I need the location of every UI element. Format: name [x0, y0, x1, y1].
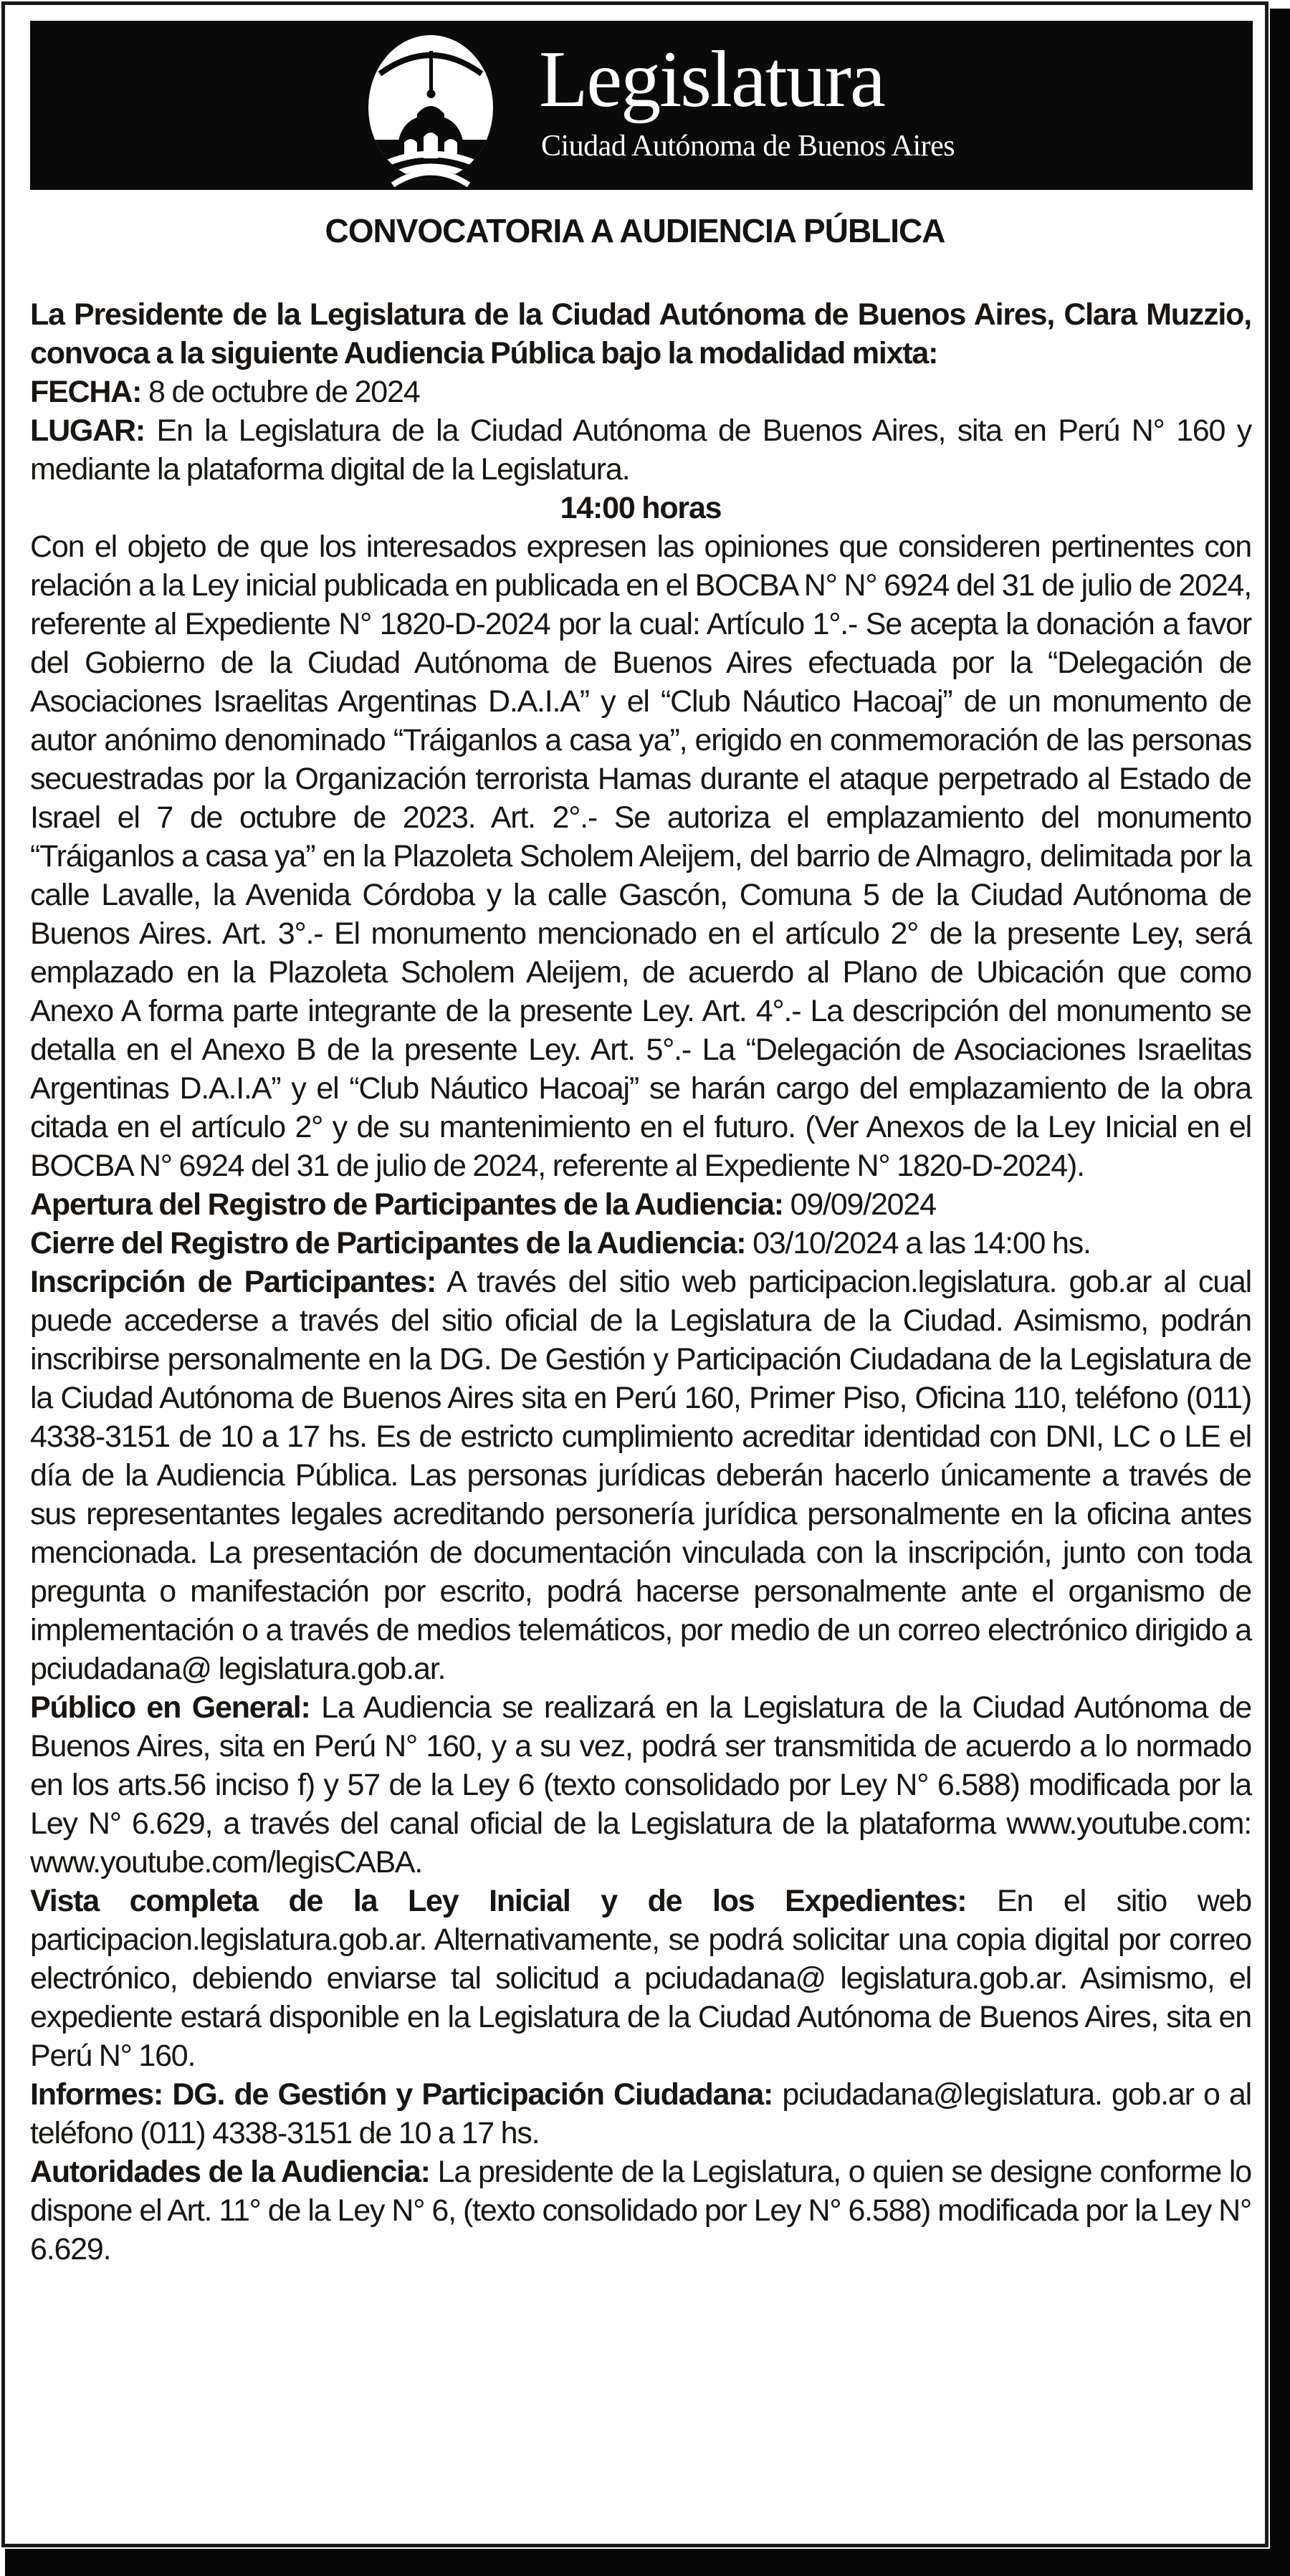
notice-paragraph: FECHA: 8 de octubre de 2024 — [30, 375, 420, 409]
brand-name: Legislatura — [539, 35, 884, 124]
notice-paragraph: La Presidente de la Legislatura de la Ciudad Autónoma de Buenos Aires, Clara Muzzio, convoca a la siguiente Audiencia Pública bajo la modalidad mixta: — [30, 297, 1251, 370]
legislatura-dome-obelisk-icon — [367, 32, 494, 187]
notice-paragraph: Público en General: La Audiencia se realizará en la Legislatura de la Ciudad Autónoma de Buenos Aires, sita en Perú N° 160, y a su vez, podrá ser transmitida de acuerdo a lo normado en los arts.56 inciso f) y 57 de la Ley 6 (texto consolidado por Ley N° 6.588) modificada por la Ley N° 6.629, a través del canal oficial de la Legislatura de la plataforma www.youtube.com: www.youtube.com/legisCABA. — [30, 1690, 1251, 1880]
paragraph-label: Público en General: — [30, 1690, 310, 1725]
notice-paragraph: Apertura del Registro de Participantes de la Audiencia: 09/09/2024 — [30, 1187, 936, 1222]
brand-subtitle: Ciudad Autónoma de Buenos Aires — [541, 130, 955, 163]
notice-title: CONVOCATORIA A AUDIENCIA PÚBLICA — [325, 212, 945, 249]
notice-paragraph: LUGAR: En la Legislatura de la Ciudad Autónoma de Buenos Aires, sita en Perú N° 160 y mediante la plataforma digital de la Legislatura. — [30, 413, 1251, 487]
legislatura-masthead — [30, 21, 1253, 190]
paragraph-label: LUGAR: — [30, 413, 145, 448]
notice-paragraph: Autoridades de la Audiencia: La presidente de la Legislatura, o quien se designe conforme lo dispone el Art. 11° de la Ley N° 6, (texto consolidado por Ley N° 6.588) modificada por la Ley N° 6.629. — [30, 2155, 1251, 2266]
notice-paragraph: Con el objeto de que los interesados expresen las opiniones que consideren pertinentes con relación a la Ley inicial publicada en publicada en el BOCBA N° N° 6924 del 31 de julio de 2024, referente al Expediente N° 1820-D-2024 por la cual: Artículo 1°.- Se acepta la donación a favor del Gobierno de la Ciudad Autónoma de Buenos Aires efectuada por la “Delegación de Asociaciones Israelitas Argentinas D.A.I.A” y el “Club Náutico Hacoaj” de un monumento de autor anónimo denominado “Tráiganlos a casa ya”, erigido en conmemoración de las personas secuestradas por la Organización terrorista Hamas durante el ataque perpetrado al Estado de Israel el 7 de octubre de 2023. Art. 2°.- Se autoriza el emplazamiento del monumento “Tráiganlos a casa ya” en la Plazoleta Scholem Aleijem, del barrio de Almagro, delimitada por la calle Lavalle, la Avenida Córdoba y la calle Gascón, Comuna 5 de la Ciudad Autónoma de Buenos Aires. Art. 3°.- El monumento mencionado en el artículo 2° de la presente Ley, será emplazado en la Plazoleta Scholem Aleijem, de acuerdo al Plano de Ubicación que como Anexo A forma parte integrante de la presente Ley. Art. 4°.- La descripción del monumento se detalla en el Anexo B de la presente Ley. Art. 5°.- La “Delegación de Asociaciones Israelitas Argentinas D.A.I.A” y el “Club Náutico Hacoaj” se harán cargo del emplazamiento de la obra citada en el artículo 2° y de su mantenimiento en el futuro. (Ver Anexos de la Ley Inicial en el BOCBA N° 6924 del 31 de julio de 2024, referente al Expediente N° 1820-D-2024). — [30, 530, 1251, 1183]
notice-paragraph: Inscripción de Participantes: A través del sitio web participacion.legislatura. gob.ar al cual puede accederse a través del sitio oficial de la Legislatura de la Ciudad. Asimismo, podrán inscribirse personalmente en la DG. De Gestión y Participación Ciudadana de la Legislatura de la Ciudad Autónoma de Buenos Aires sita en Perú 160, Primer Piso, Oficina 110, teléfono (011) 4338-3151 de 10 a 17 hs. Es de estricto cumplimiento acreditar identidad con DNI, LC o LE el día de la Audiencia Pública. Las personas jurídicas deberán hacerlo únicamente a través de sus representantes legales acreditando personería jurídica personalmente en la oficina antes mencionada. La presentación de documentación vinculada con la inscripción, junto con toda pregunta o manifestación por escrito, podrá hacerse personalmente ante el organismo de implementación o a través de medios telemáticos, por medio de un correo electrónico dirigido a pciudadana@ legislatura.gob.ar. — [30, 1265, 1251, 1686]
paragraph-label: Vista completa de la Ley Inicial y de los Expedientes: — [30, 1884, 967, 1918]
scan-shadow-right — [1270, 9, 1290, 2576]
notice-paragraph: 14:00 horas — [560, 491, 722, 525]
paragraph-label: Autoridades de la Audiencia: — [30, 2155, 430, 2189]
scan-shadow-bottom — [5, 2549, 1290, 2576]
notice-paragraph: Informes: DG. de Gestión y Participación Ciudadana: pciudadana@legislatura. gob.ar o al teléfono (011) 4338-3151 de 10 a 17 hs. — [30, 2077, 1251, 2150]
paragraph-label: Cierre del Registro de Participantes de la Audiencia: — [30, 1226, 746, 1260]
paragraph-label: Informes: DG. de Gestión y Participación Ciudadana: — [30, 2077, 773, 2112]
paragraph-label: Inscripción de Participantes: — [30, 1265, 436, 1299]
notice-paragraph: Cierre del Registro de Participantes de la Audiencia: 03/10/2024 a las 14:00 hs. — [30, 1226, 1091, 1260]
paragraph-label: FECHA: — [30, 375, 142, 409]
notice-body — [30, 295, 1251, 2269]
notice-paragraph: Vista completa de la Ley Inicial y de los Expedientes: En el sitio web participacion.legislatura.gob.ar. Alternativamente, se podrá solicitar una copia digital por correo electrónico, debiendo enviarse tal solicitud a pciudadana@ legislatura.gob.ar. Asimismo, el expediente estará disponible en la Legislatura de la Ciudad Autónoma de Buenos Aires, sita en Perú N° 160. — [30, 1884, 1251, 2073]
paragraph-label: Apertura del Registro de Participantes de la Audiencia: — [30, 1187, 783, 1222]
notice-page — [1, 1, 1268, 2547]
